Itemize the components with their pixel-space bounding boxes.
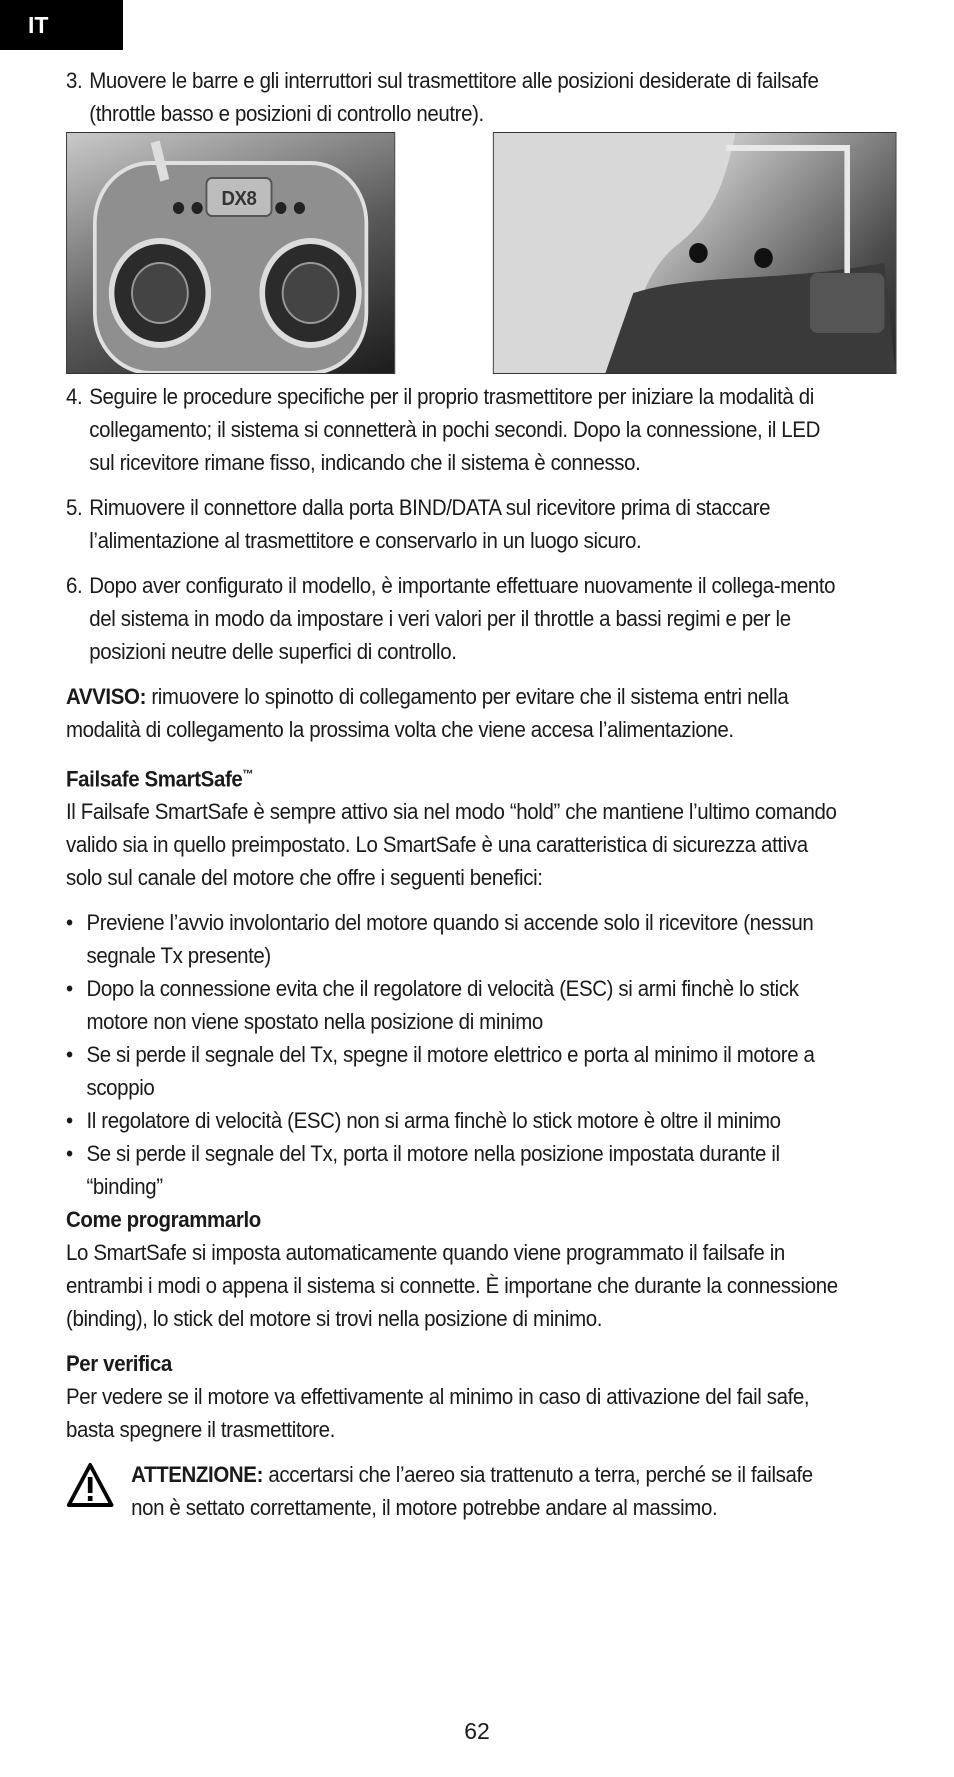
notice-paragraph [66,680,838,746]
trademark-symbol: ™ [242,767,254,781]
step-number: 3. [66,68,83,93]
language-tab [0,0,123,50]
list-item: • Se si perde il segnale del Tx, porta il motore nella posizione impostata durante il “binding” [66,1137,838,1203]
step-number: 4. [66,384,83,409]
step-number: 5. [66,495,83,520]
warning-text: accertarsi che l’aereo sia trattenuto a terra, perché se il failsafe non è settato correttamente, il motore potrebbe andare al massimo. [131,1462,813,1521]
bind-procedure-photo [493,132,897,374]
warning-text-block [131,1458,838,1524]
dx8-logo: DX8 [221,188,257,211]
list-item: • Previene l’avvio involontario del motore quando si accende solo il ricevitore (nessun segnale Tx presente) [66,906,838,972]
step-4 [66,380,838,479]
step-6 [66,569,838,668]
step-number: 6. [66,573,83,598]
step-text: Dopo aver configurato il modello, è importante effettuare nuovamente il collega-mento del sistema in modo da impostare i veri valori per il throttle a bassi regimi e per le posizioni neutre delle superfici di controllo. [89,573,836,664]
transmitter-illustration [67,133,394,373]
transmitter-photo [66,132,395,374]
notice-label: AVVISO: [66,684,147,709]
step-text: Seguire le procedure specifiche per il proprio trasmettitore per iniziare la modalità di collegamento; il sistema si connetterà in pochi secondi. Dopo la connessione, il LED sul ricevitore rimane fisso, indicando che il sistema è connesso. [89,384,820,475]
step-5 [66,491,838,557]
page-number: 62 [464,1718,490,1744]
failsafe-intro: Il Failsafe SmartSafe è sempre attivo sia nel modo “hold” che mantiene l’ultimo comando valido sia in quello preimpostato. Lo SmartSafe è una caratteristica di sicurezza attiva solo sul canale del motore che offre i seguenti benefici: [66,799,837,891]
failsafe-heading-text: Failsafe SmartSafe [66,766,243,792]
step-3 [66,64,838,130]
step-text: Muovere le barre e gli interruttori sul trasmettitore alle posizioni desiderate di failsafe (throttle basso e posizioni di controllo neutre). [89,68,819,126]
warning-label: ATTENZIONE: [131,1462,264,1488]
warning-block [66,1458,838,1524]
page-content [66,64,838,1524]
list-item: • Dopo la connessione evita che il regolatore di velocità (ESC) si armi finchè lo stick motore non viene spostato nella posizione di minimo [66,972,838,1038]
verify-heading: Per verifica [66,1351,172,1377]
list-item: • Il regolatore di velocità (ESC) non si arma finchè lo stick motore è oltre il minimo [66,1104,838,1137]
language-label: IT [28,11,49,38]
program-heading: Come programmarlo [66,1207,261,1233]
step-text: Rimuovere il connettore dalla porta BIND/DATA sul ricevitore prima di staccare l’alimentazione al trasmettitore e conservarlo in un luogo sicuro. [89,495,771,553]
list-item: • Se si perde il segnale del Tx, spegne il motore elettrico e porta al minimo il motore a scoppio [66,1038,838,1104]
photo-row [66,132,896,374]
warning-triangle-icon [66,1462,114,1508]
notice-text: rimuovere lo spinotto di collegamento per evitare che il sistema entri nella modalità di collegamento la prossima volta che viene accesa l’alimentazione. [66,684,789,742]
hand-illustration [494,133,896,373]
program-text: Lo SmartSafe si imposta automaticamente quando viene programmato il failsafe in entrambi i modi o appena il sistema si connette. È importane che durante la connessione (binding), lo stick del motore si trovi nella posizione di minimo. [66,1240,838,1332]
verify-text: Per vedere se il motore va effettivamente al minimo in caso di attivazione del fail safe, basta spegnere il trasmettitore. [66,1384,810,1443]
failsafe-heading [66,758,838,795]
benefits-list [66,906,838,1203]
